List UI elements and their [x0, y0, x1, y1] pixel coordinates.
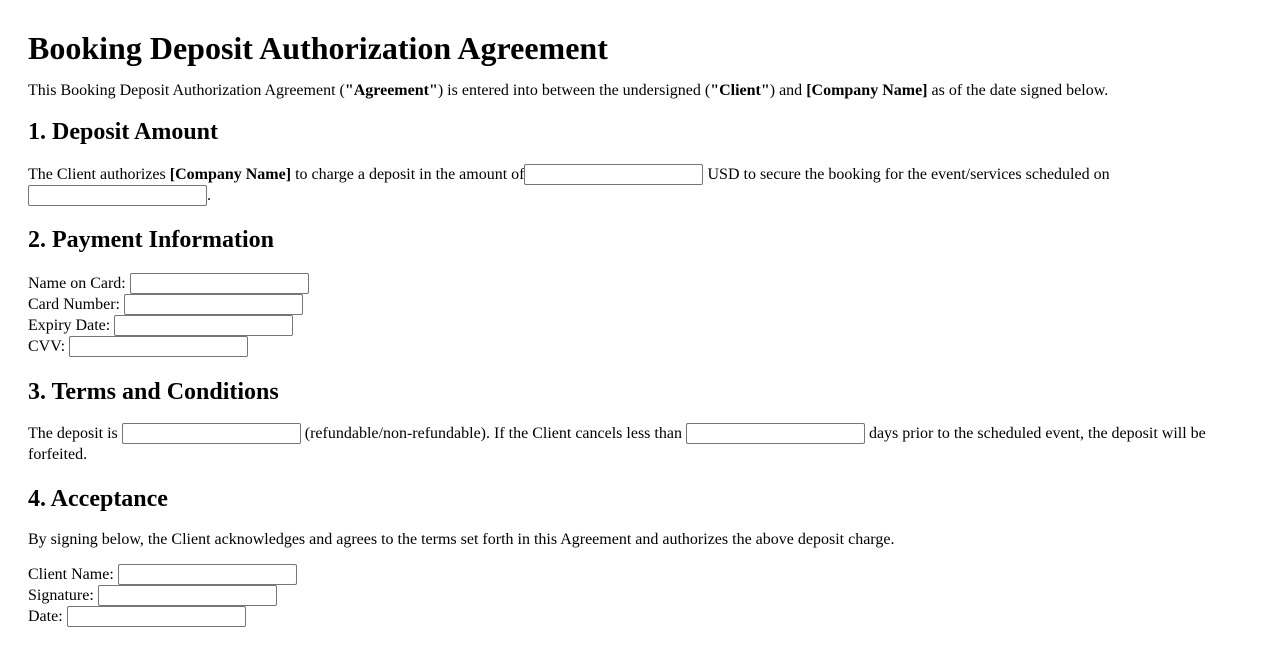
name-on-card-label: Name on Card:	[28, 274, 126, 292]
section-heading-acceptance: 4. Acceptance	[28, 485, 168, 512]
intro-client-term: "Client"	[710, 82, 770, 99]
date-label: Date:	[28, 607, 63, 625]
expiry-date-label: Expiry Date:	[28, 316, 111, 334]
intro-text-1: This Booking Deposit Authorization Agreement (	[28, 82, 345, 99]
expiry-date-input[interactable]	[114, 315, 293, 336]
intro-text-2: ) is entered into between the undersigned (	[437, 82, 711, 99]
intro-text-4: as of the date signed below.	[927, 82, 1109, 99]
signature-input[interactable]	[98, 585, 277, 606]
date-row	[28, 606, 1250, 627]
signature-label: Signature:	[28, 586, 94, 604]
deposit-text-1: The Client authorizes	[28, 165, 170, 183]
signature-row	[28, 585, 1250, 606]
date-input[interactable]	[67, 606, 246, 627]
section-heading-terms-and-conditions: 3. Terms and Conditions	[28, 378, 279, 405]
payment-fields	[28, 273, 1250, 357]
deposit-company-name: [Company Name]	[169, 165, 292, 183]
name-on-card-row	[28, 273, 1250, 294]
acceptance-paragraph: By signing below, the Client acknowledges and agrees to the terms set forth in this Agreement and authorizes the above deposit charge.	[28, 530, 895, 548]
cancellation-days-input[interactable]	[686, 423, 865, 444]
cvv-input[interactable]	[69, 336, 248, 357]
client-name-label: Client Name:	[28, 565, 114, 583]
intro-agreement-term: "Agreement"	[344, 82, 438, 99]
section-heading-payment-information: 2. Payment Information	[28, 226, 274, 253]
client-name-row	[28, 564, 1250, 585]
page-title: Booking Deposit Authorization Agreement	[28, 30, 608, 66]
name-on-card-input[interactable]	[130, 273, 309, 294]
event-date-input[interactable]	[28, 185, 207, 206]
section-heading-deposit-amount: 1. Deposit Amount	[28, 118, 219, 145]
card-number-input[interactable]	[124, 294, 303, 315]
card-number-label: Card Number:	[28, 295, 120, 313]
intro-paragraph	[28, 81, 1250, 102]
terms-paragraph	[28, 423, 1250, 465]
intro-text-3: ) and	[769, 82, 807, 99]
intro-company-name: [Company Name]	[806, 82, 928, 99]
expiry-date-row	[28, 315, 1250, 336]
deposit-text-4: .	[207, 186, 211, 204]
terms-text-3: days prior to the scheduled event, the deposit will be forfeited.	[28, 424, 1206, 463]
terms-text-1: The deposit is	[28, 424, 122, 442]
deposit-amount-input[interactable]	[524, 164, 703, 185]
deposit-amount-paragraph	[28, 164, 1250, 206]
refundable-status-input[interactable]	[122, 423, 301, 444]
cvv-row	[28, 336, 1250, 357]
client-name-input[interactable]	[118, 564, 297, 585]
card-number-row	[28, 294, 1250, 315]
terms-text-2: (refundable/non-refundable). If the Client cancels less than	[300, 424, 686, 442]
deposit-text-2: to charge a deposit in the amount of	[291, 165, 525, 183]
cvv-label: CVV:	[28, 337, 66, 355]
deposit-text-3: USD to secure the booking for the event/services scheduled on	[703, 165, 1110, 183]
acceptance-fields	[28, 564, 1250, 627]
